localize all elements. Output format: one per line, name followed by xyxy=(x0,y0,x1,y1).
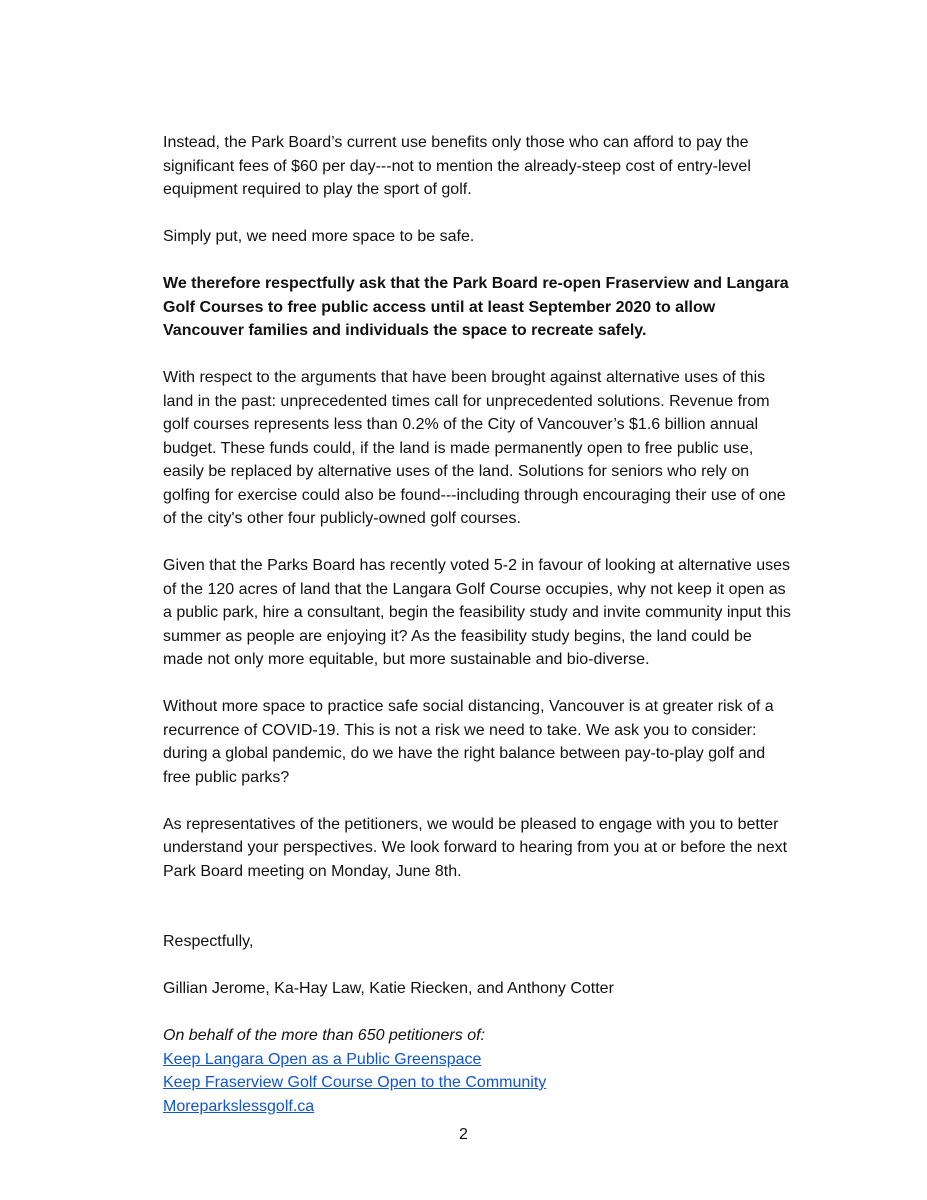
text-line: golf courses represents less than 0.2% of the City of Vancouver’s $1.6 billion annual xyxy=(163,416,759,433)
closing-text: Respectfully, xyxy=(163,933,254,950)
text-line: summer as people are enjoying it? As the feasibility study begins, the land could be xyxy=(163,627,752,645)
paragraph-simply-put xyxy=(163,225,843,249)
on-behalf-text: On behalf of the more than 650 petitioners of: xyxy=(163,1027,485,1044)
text-line: Given that the Parks Board has recently voted 5-2 in favour of looking at alternative uses xyxy=(163,557,791,574)
link-keep-fraserview-open[interactable]: Keep Fraserview Golf Course Open to the Community xyxy=(163,1074,547,1091)
text-line: of the city's other four publicly-owned golf courses. xyxy=(163,510,521,527)
text-line: Without more space to practice safe social distancing, Vancouver is at greater risk of a xyxy=(163,698,774,715)
text-line: budget. These funds could, if the land is made permanently open to free public use, xyxy=(163,439,754,457)
paragraph-social-distancing xyxy=(163,695,843,789)
text-line: made not only more equitable, but more sustainable and bio-diverse. xyxy=(163,651,650,668)
paragraph-fees xyxy=(163,131,843,202)
signatories xyxy=(163,977,843,1001)
closing xyxy=(163,930,843,954)
text-line: during a global pandemic, do we have the right balance between pay-to-play golf and xyxy=(163,745,766,762)
link-moreparkslessgolf[interactable]: Moreparkslessgolf.ca xyxy=(163,1097,315,1115)
text-line: recurrence of COVID-19. This is not a risk we need to take. We ask you to consider: xyxy=(163,721,757,739)
text-line: easily be replaced by alternative uses of the land. Solutions for seniors who rely on xyxy=(163,463,750,480)
paragraph-arguments xyxy=(163,366,843,531)
page-number: 2 xyxy=(459,1126,468,1143)
text-line: As representatives of the petitioners, we would be pleased to engage with you to better xyxy=(163,815,779,833)
text-line: With respect to the arguments that have been brought against alternative uses of this xyxy=(163,369,766,386)
petition-links-block xyxy=(163,1024,843,1118)
text-line: We therefore respectfully ask that the Park Board re-open Fraserview and Langara xyxy=(163,275,789,292)
text-line: Golf Courses to free public access until at least September 2020 to allow xyxy=(163,298,716,316)
spacer xyxy=(163,907,843,931)
text-line: of the 120 acres of land that the Langara Golf Course occupies, why not keep it open as xyxy=(163,580,786,598)
text-line: land in the past: unprecedented times call for unprecedented solutions. Revenue from xyxy=(163,392,770,410)
text-line: Simply put, we need more space to be safe. xyxy=(163,228,475,245)
text-line: understand your perspectives. We look forward to hearing from you at or before the next xyxy=(163,839,788,856)
text-line: significant fees of $60 per day---not to mention the already-steep cost of entry-level xyxy=(163,157,751,175)
letter-body xyxy=(163,131,843,1142)
signatories-text: Gillian Jerome, Ka-Hay Law, Katie Riecken, and Anthony Cotter xyxy=(163,980,614,997)
text-line: Vancouver families and individuals the space to recreate safely. xyxy=(163,322,647,339)
paragraph-parks-board-vote xyxy=(163,554,843,672)
text-line: equipment required to play the sport of golf. xyxy=(163,181,472,198)
text-line: free public parks? xyxy=(163,768,290,786)
link-keep-langara-open[interactable]: Keep Langara Open as a Public Greenspace xyxy=(163,1050,482,1068)
text-line: Park Board meeting on Monday, June 8th. xyxy=(163,862,462,880)
paragraph-request xyxy=(163,272,843,343)
text-line: a public park, hire a consultant, begin the feasibility study and invite community input this xyxy=(163,604,791,621)
text-line: golfing for exercise could also be found---including through encouraging their use of one xyxy=(163,486,786,504)
paragraph-representatives xyxy=(163,813,843,884)
text-line: Instead, the Park Board’s current use benefits only those who can afford to pay the xyxy=(163,134,749,151)
